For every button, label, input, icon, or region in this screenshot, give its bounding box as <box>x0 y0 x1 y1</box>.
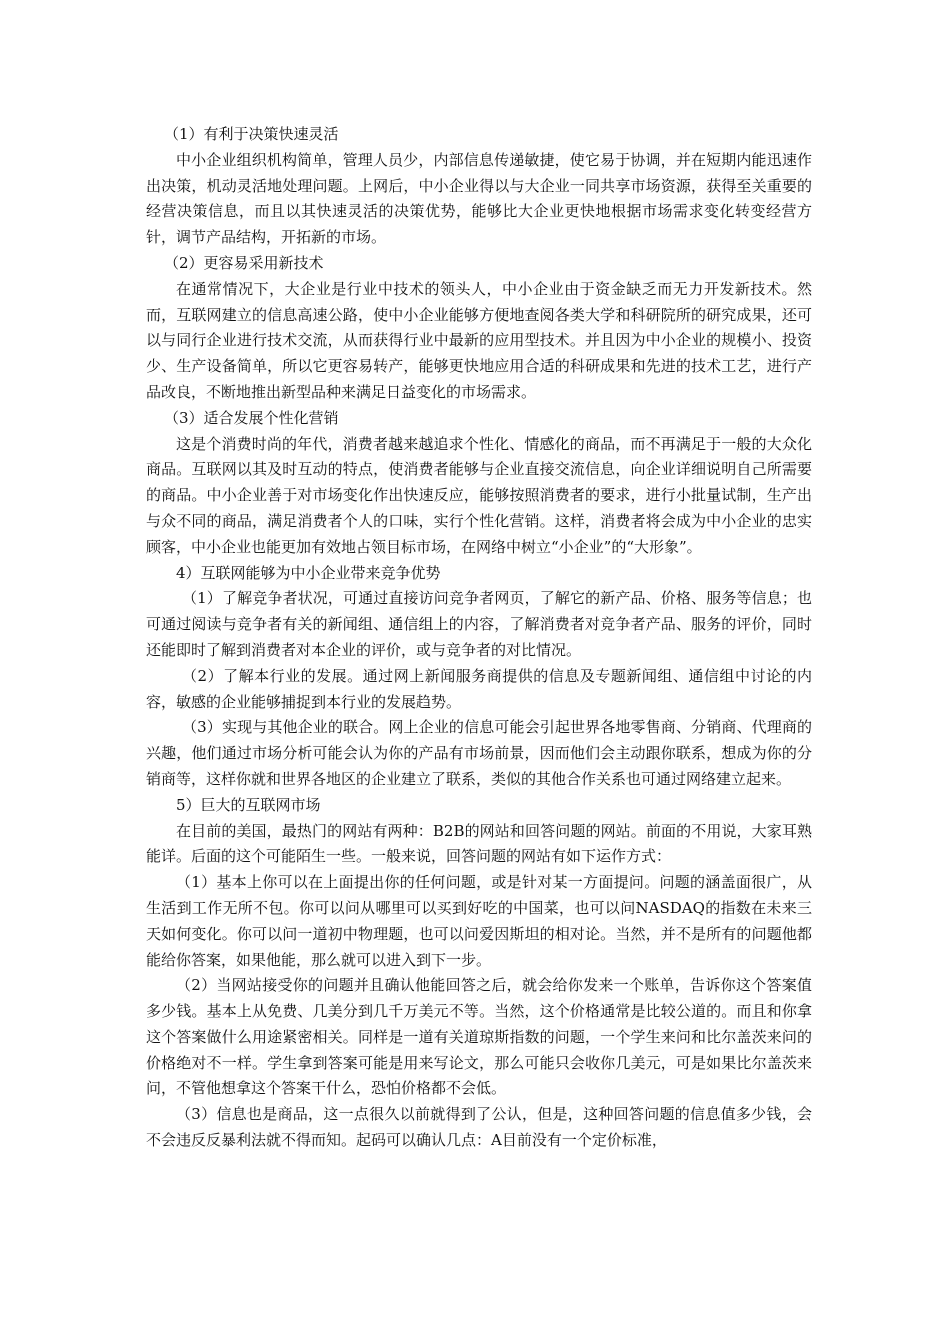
section-heading-marketing: （3）适合发展个性化营销 <box>164 408 339 427</box>
list-item-pricing: （3）信息也是商品，这一点很久以前就得到了公认，但是，这种回答问题的信息值多少钱，会不会违反反暴利法就不得而知。起码可以确认几点：A目前没有一个定价标准， <box>146 1105 812 1150</box>
section-heading-market: 5）巨大的互联网市场 <box>176 795 321 814</box>
paragraph-technology: 在通常情况下，大企业是行业中技术的领头人，中小企业由于资金缺乏而无力开发新技术。然而，互联网建立的信息高速公路，使中小企业能够方便地查阅各类大学和科研院所的研究成果，还可以与同行企业进行技术交流，从而获得行业中最新的应用型技术。并且因为中小企业的规模小、投资少、生产设备简单，所以它更容易转产，能够更快地应用合适的科研成果和先进的技术工艺，进行产品改良，不断地推出新型品种来满足日益变化的市场需求。 <box>146 279 812 401</box>
paragraph-marketing: 这是个消费时尚的年代，消费者越来越追求个性化、情感化的商品，而不再满足于一般的大众化商品。互联网以其及时互动的特点，使消费者能够与企业直接交流信息，向企业详细说明自己所需要的商品。中小企业善于对市场变化作出快速反应，能够按照消费者的要求，进行小批量试制，生产出与众不同的商品，满足消费者个人的口味，实行个性化营销。这样，消费者将会成为中小企业的忠实顾客，中小企业也能更加有效地占领目标市场，在网络中树立“小企业”的“大形象”。 <box>146 434 812 556</box>
section-heading-technology: （2）更容易采用新技术 <box>164 253 324 272</box>
list-item-competitors: （1）了解竞争者状况，可通过直接访问竞争者网页，了解它的新产品、价格、服务等信息；也可通过阅读与竞争者有关的新闻组、通信组上的内容，了解消费者对竞争者产品、服务的评价，同时还能即时了解到消费者对本企业的评价，或与竞争者的对比情况。 <box>146 589 812 659</box>
list-item-ask: （1）基本上你可以在上面提出你的任何问题，或是针对某一方面提问。问题的涵盖面很广，从生活到工作无所不包。你可以问从哪里可以买到好吃的中国菜，也可以问NASDAQ的指数在未来三天如何变化。你可以问一道初中物理题，也可以问爱因斯坦的相对论。当然，并不是所有的问题他都能给你答案，如果他能，那么就可以进入到下一步。 <box>146 873 812 969</box>
list-item-industry: （2）了解本行业的发展。通过网上新闻服务商提供的信息及专题新闻组、通信组中讨论的内容，敏感的企业能够捕捉到本行业的发展趋势。 <box>146 666 812 711</box>
list-item-bill: （2）当网站接受你的问题并且确认他能回答之后，就会给你发来一个账单，告诉你这个答案值多少钱。基本上从免费、几美分到几千万美元不等。当然，这个价格通常是比较公道的。而且和你拿这个答案做什么用途紧密相关。同样是一道有关道琼斯指数的问题，一个学生来问和比尔盖茨来问的价格绝对不一样。学生拿到答案可能是用来写论文，那么可能只会收你几美元，可是如果比尔盖茨来问，不管他想拿这个答案干什么，恐怕价格都不会低。 <box>146 976 812 1098</box>
document-page <box>146 122 812 1154</box>
paragraph-market-intro: 在目前的美国，最热门的网站有两种：B2B的网站和回答问题的网站。前面的不用说，大家耳熟能详。后面的这个可能陌生一些。一般来说，回答问题的网站有如下运作方式： <box>146 821 812 866</box>
section-heading-decision: （1）有利于决策快速灵活 <box>164 125 339 143</box>
paragraph-decision: 中小企业组织机构简单，管理人员少，内部信息传递敏捷，使它易于协调，并在短期内能迅速作出决策，机动灵活地处理问题。上网后，中小企业得以与大企业一同共享市场资源，获得至关重要的经营决策信息，而且以其快速灵活的决策优势，能够比大企业更快地根据市场需求变化转变经营方针，调节产品结构，开拓新的市场。 <box>146 150 812 247</box>
section-heading-competition: 4）互联网能够为中小企业带来竞争优势 <box>176 563 441 582</box>
list-item-alliance: （3）实现与其他企业的联合。网上企业的信息可能会引起世界各地零售商、分销商、代理商的兴趣，他们通过市场分析可能会认为你的产品有市场前景，因而他们会主动跟你联系，想成为你的分销商等，这样你就和世界各地区的企业建立了联系，类似的其他合作关系也可通过网络建立起来。 <box>146 718 812 788</box>
